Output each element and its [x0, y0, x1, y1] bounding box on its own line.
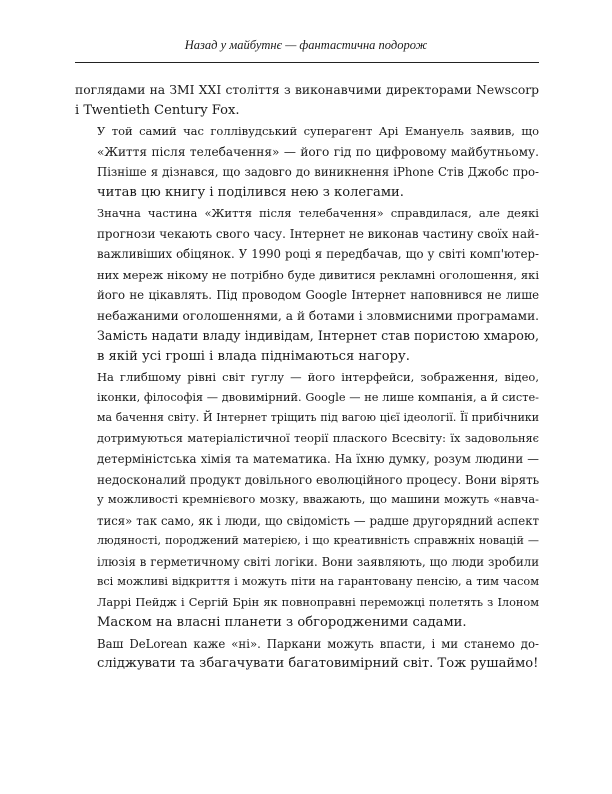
text-line: Маском на власні планети з обгородженими садами.: [97, 615, 467, 630]
text-line: них мереж нікому не потрібно буде дивитися рекламні оголошення, які: [97, 267, 539, 282]
text-line: небажаними оголошеннями, а й ботами і зловмисними програмами.: [97, 308, 539, 323]
text-line: «Життя після телебачення» — його гід по цифровому майбутньому.: [97, 144, 539, 159]
text-line: Ваш DeLorean каже «ні». Паркани можуть впасти, і ми станемо до-: [97, 636, 539, 651]
running-header: Назад у майбутнє — фантастична подорож: [184, 38, 428, 52]
text-line: Ларрі Пейдж і Сергій Брін як повноправні переможці полетять з Ілоном: [97, 595, 539, 609]
text-line: і Twentieth Century Fox.: [75, 102, 240, 118]
text-line: недосконалий продукт довільного еволюційного процесу. Вони вірять: [97, 472, 540, 487]
paragraph-2: [75, 121, 539, 203]
paragraph-4: [75, 367, 539, 634]
header-divider: [75, 62, 539, 63]
text-line: Замість надати владу індивідам, Інтернет став пористою хмарою,: [97, 328, 539, 343]
text-line: Пізніше я дізнався, що задовго до виникнення iPhone Стів Джобс про-: [97, 165, 539, 179]
text-line: важливіших обіцянок. У 1990 році я передбачав, що у світі комп'ютер-: [97, 247, 539, 261]
paragraph-3: [75, 203, 539, 367]
text-line: у можливості кремнієвого мозку, вважають, що машини можуть «навча-: [97, 493, 539, 506]
text-line: читав цю книгу і поділився нею з колегами.: [97, 184, 404, 200]
paragraph-1: [75, 80, 539, 121]
text-line: детерміністська хімія та математика. На їхню думку, розум людини —: [97, 452, 539, 466]
text-line: дотримуються матеріалістичної теорії плаского Всесвіту: їх задовольняє: [97, 431, 539, 445]
text-line: іконки, філософія — двовимірний. Google — не лише компанія, а й систе-: [97, 390, 539, 404]
text-line: в якій усі гроші і влада піднімаються нагору.: [97, 348, 410, 364]
text-line: На глибшому рівні світ гуглу — його інтерфейси, зображення, відео,: [97, 370, 539, 384]
text-line: прогнози чекають свого часу. Інтернет не виконав частину своїх най-: [97, 226, 539, 241]
body-text: [75, 80, 539, 675]
text-line: його не цікавлять. Під проводом Google Інтернет наповнився не лише: [97, 288, 539, 302]
text-line: людяності, породжений матерією, і що креативність справжніх новацій —: [97, 534, 539, 547]
text-line: всі можливі відкриття і можуть піти на гарантовану пенсію, а тим часом: [97, 575, 539, 588]
text-line: У той самий час голлівудський суперагент Арі Емануель заявив, що: [97, 124, 539, 138]
paragraph-5: [75, 634, 539, 675]
text-line: ма бачення світу. Й Інтернет тріщить під вагою цієї ідеології. Її прибічники: [97, 411, 539, 424]
text-line: поглядами на ЗМІ XXI століття з виконавчими директорами Newscorp: [75, 83, 539, 97]
text-line: сліджувати та збагачувати багатовимірний світ. Тож рушаймо!: [97, 656, 539, 671]
text-line: тися» так само, як і люди, що свідомість — радше другорядний аспект: [97, 513, 539, 528]
text-line: Значна частина «Життя після телебачення» справдилася, але деякі: [97, 206, 539, 220]
text-line: ілюзія в герметичному світі логіки. Вони заявляють, що люди зробили: [97, 554, 539, 569]
